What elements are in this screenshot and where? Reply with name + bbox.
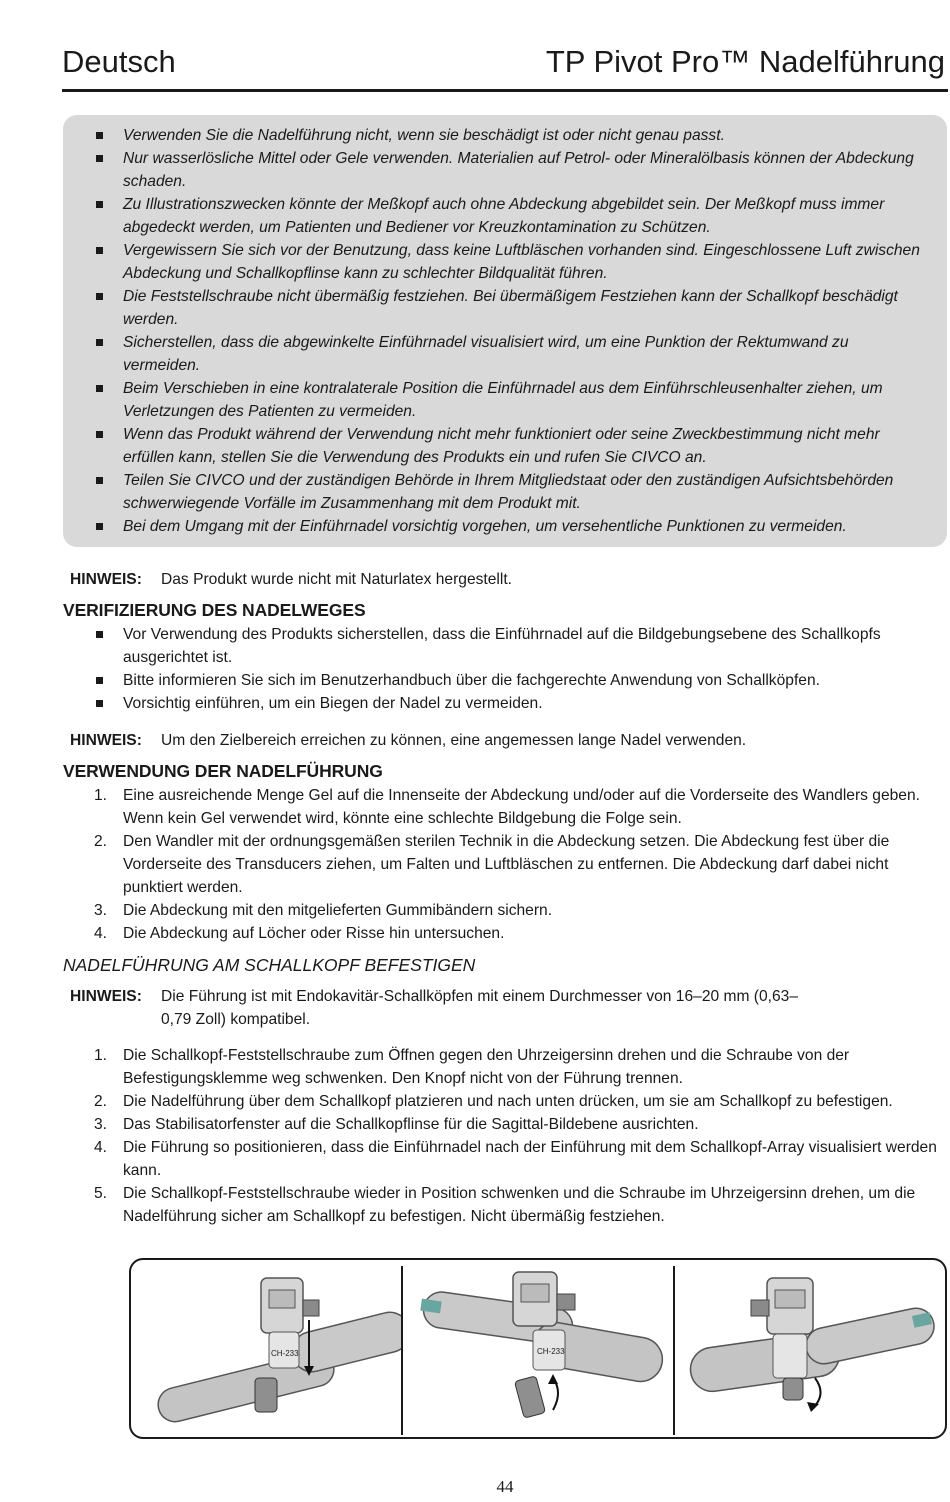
note-text: Um den Zielbereich erreichen zu können, eine angemessen lange Nadel verwenden. bbox=[161, 732, 747, 749]
warning-list bbox=[63, 124, 927, 538]
note-label: HINWEIS: bbox=[70, 988, 142, 1005]
section-heading-verification: VERIFIZIERUNG DES NADELWEGES bbox=[63, 600, 366, 620]
list-item: 3. Das Stabilisatorfenster auf die Schallkopflinse für die Sagittal-Bildebene ausrichten. bbox=[94, 1116, 699, 1133]
warning-item: Nur wasserlösliche Mittel oder Gele verwenden. Materialien auf Petrol- oder Mineralölbasis können der Abdeckung schaden. bbox=[63, 147, 927, 193]
note-label: HINWEIS: bbox=[70, 571, 142, 588]
warning-item: Wenn das Produkt während der Verwendung nicht mehr funktioniert oder seine Zweckbestimmung nicht mehr erfüllen kann, stellen Sie die Verwendung des Produkts ein und rufen Sie CIVCO an. bbox=[63, 423, 927, 469]
illustration-panel bbox=[129, 1258, 947, 1439]
list-item: Vor Verwendung des Produkts sicherstellen, dass die Einführnadel auf die Bildgebungsebene des Schallkopfs ausgerichtet ist. bbox=[63, 623, 947, 669]
list-item: 1. Eine ausreichende Menge Gel auf die Innenseite der Abdeckung und/oder auf die Vorderseite des Wandlers geben. Wenn kein Gel verwendet wird, könnte eine schlechte Bildgebung die Folge sein. bbox=[94, 787, 920, 827]
illustration-step-1 bbox=[131, 1260, 403, 1437]
model-label: CH-233 bbox=[537, 1347, 565, 1356]
list-item: 5. Die Schallkopf-Feststellschraube wieder in Position schwenken und die Schraube im Uhrzeigersinn drehen, um die Nadelführung sicher am Schallkopf zu befestigen. Nicht übermäßig festziehen. bbox=[94, 1185, 916, 1225]
usage-list bbox=[63, 784, 949, 945]
header-rule bbox=[62, 89, 948, 92]
note-latex bbox=[70, 568, 512, 591]
warning-item: Beim Verschieben in eine kontralaterale Position die Einführnadel aus dem Einführschleusenhalter ziehen, um Verletzungen des Patienten zu vermeiden. bbox=[63, 377, 927, 423]
list-item: 1. Die Schallkopf-Feststellschraube zum Öffnen gegen den Uhrzeigersinn drehen und die Schraube von der Befestigungsklemme weg schwenken. Den Knopf nicht von der Führung trennen. bbox=[94, 1047, 850, 1087]
list-item: Vorsichtig einführen, um ein Biegen der Nadel zu vermeiden. bbox=[63, 692, 947, 715]
warning-item: Verwenden Sie die Nadelführung nicht, wenn sie beschädigt ist oder nicht genau passt. bbox=[63, 124, 927, 147]
bullet-icon bbox=[96, 677, 103, 684]
note-needle-length bbox=[70, 729, 746, 752]
list-item: 2. Die Nadelführung über dem Schallkopf platzieren und nach unten drücken, um sie am Schallkopf zu befestigen. bbox=[94, 1093, 893, 1110]
note-text: Das Produkt wurde nicht mit Naturlatex hergestellt. bbox=[161, 571, 513, 588]
illustration-step-3 bbox=[675, 1260, 947, 1437]
attach-steps-list bbox=[63, 1044, 949, 1228]
warning-item: Teilen Sie CIVCO und der zuständigen Behörde in Ihrem Mitgliedstaat oder den zuständigen Aufsichtsbehörden schwerwiegende Vorfälle im Zusammenhang mit dem Produkt mit. bbox=[63, 469, 927, 515]
bullet-icon bbox=[96, 293, 103, 300]
warning-item: Sicherstellen, dass die abgewinkelte Einführnadel visualisiert wird, um eine Punktion der Rektumwand zu vermeiden. bbox=[63, 331, 927, 377]
bullet-icon bbox=[96, 201, 103, 208]
bullet-icon bbox=[96, 155, 103, 162]
bullet-icon bbox=[96, 631, 103, 638]
section-heading-usage: VERWENDUNG DER NADELFÜHRUNG bbox=[63, 761, 383, 781]
warning-item: Die Feststellschraube nicht übermäßig festziehen. Bei übermäßigem Festziehen kann der Schallkopf beschädigt werden. bbox=[63, 285, 927, 331]
list-item: 2. Den Wandler mit der ordnungsgemäßen sterilen Technik in die Abdeckung setzen. Die Abdeckung fest über die Vorderseite des Transducers ziehen, um Falten und Luftbläschen zu entfernen. Die Abdeckung darf dabei nicht punktiert werden. bbox=[94, 833, 890, 896]
illustration-step-2 bbox=[403, 1260, 673, 1437]
bullet-icon bbox=[96, 132, 103, 139]
document-title: TP Pivot Pro™ Nadelführung bbox=[545, 44, 945, 79]
bullet-icon bbox=[96, 523, 103, 530]
bullet-icon bbox=[96, 339, 103, 346]
list-item: Bitte informieren Sie sich im Benutzerhandbuch über die fachgerechte Anwendung von Schallköpfen. bbox=[63, 669, 947, 692]
list-item: 4. Die Abdeckung auf Löcher oder Risse hin untersuchen. bbox=[94, 925, 505, 942]
note-label: HINWEIS: bbox=[70, 732, 142, 749]
warning-box bbox=[63, 115, 947, 547]
bullet-icon bbox=[96, 477, 103, 484]
bullet-icon bbox=[96, 700, 103, 707]
bullet-icon bbox=[96, 247, 103, 254]
warning-item: Vergewissern Sie sich vor der Benutzung, dass keine Luftbläschen vorhanden sind. Eingeschlossene Luft zwischen Abdeckung und Schallkopflinse kann zu schlechter Bildqualität führen. bbox=[63, 239, 927, 285]
bullet-icon bbox=[96, 385, 103, 392]
list-item: 4. Die Führung so positionieren, dass die Einführnadel nach der Einführung mit dem Schallkopf-Array visualisiert werden kann. bbox=[94, 1139, 937, 1179]
language-label: Deutsch bbox=[62, 44, 176, 79]
bullet-icon bbox=[96, 431, 103, 438]
model-label: CH-233 bbox=[271, 1349, 299, 1358]
warning-item: Bei dem Umgang mit der Einführnadel vorsichtig vorgehen, um versehentliche Punktionen zu vermeiden. bbox=[63, 515, 927, 538]
warning-item: Zu Illustrationszwecken könnte der Meßkopf auch ohne Abdeckung abgebildet sein. Der Meßkopf muss immer abgedeckt werden, um Patienten und Bediener vor Kreuzkontamination zu Schützen. bbox=[63, 193, 927, 239]
subsection-heading-attach: NADELFÜHRUNG AM SCHALLKOPF BEFESTIGEN bbox=[63, 955, 476, 975]
verification-list bbox=[63, 623, 947, 715]
note-text: Die Führung ist mit Endokavitär-Schallköpfen mit einem Durchmesser von 16–20 mm (0,63– bbox=[161, 988, 799, 1005]
page-number: 44 bbox=[496, 1477, 514, 1496]
note-compatibility bbox=[70, 985, 798, 1031]
note-text: 0,79 Zoll) kompatibel. bbox=[161, 1011, 311, 1028]
list-item: 3. Die Abdeckung mit den mitgelieferten Gummibändern sichern. bbox=[94, 902, 553, 919]
